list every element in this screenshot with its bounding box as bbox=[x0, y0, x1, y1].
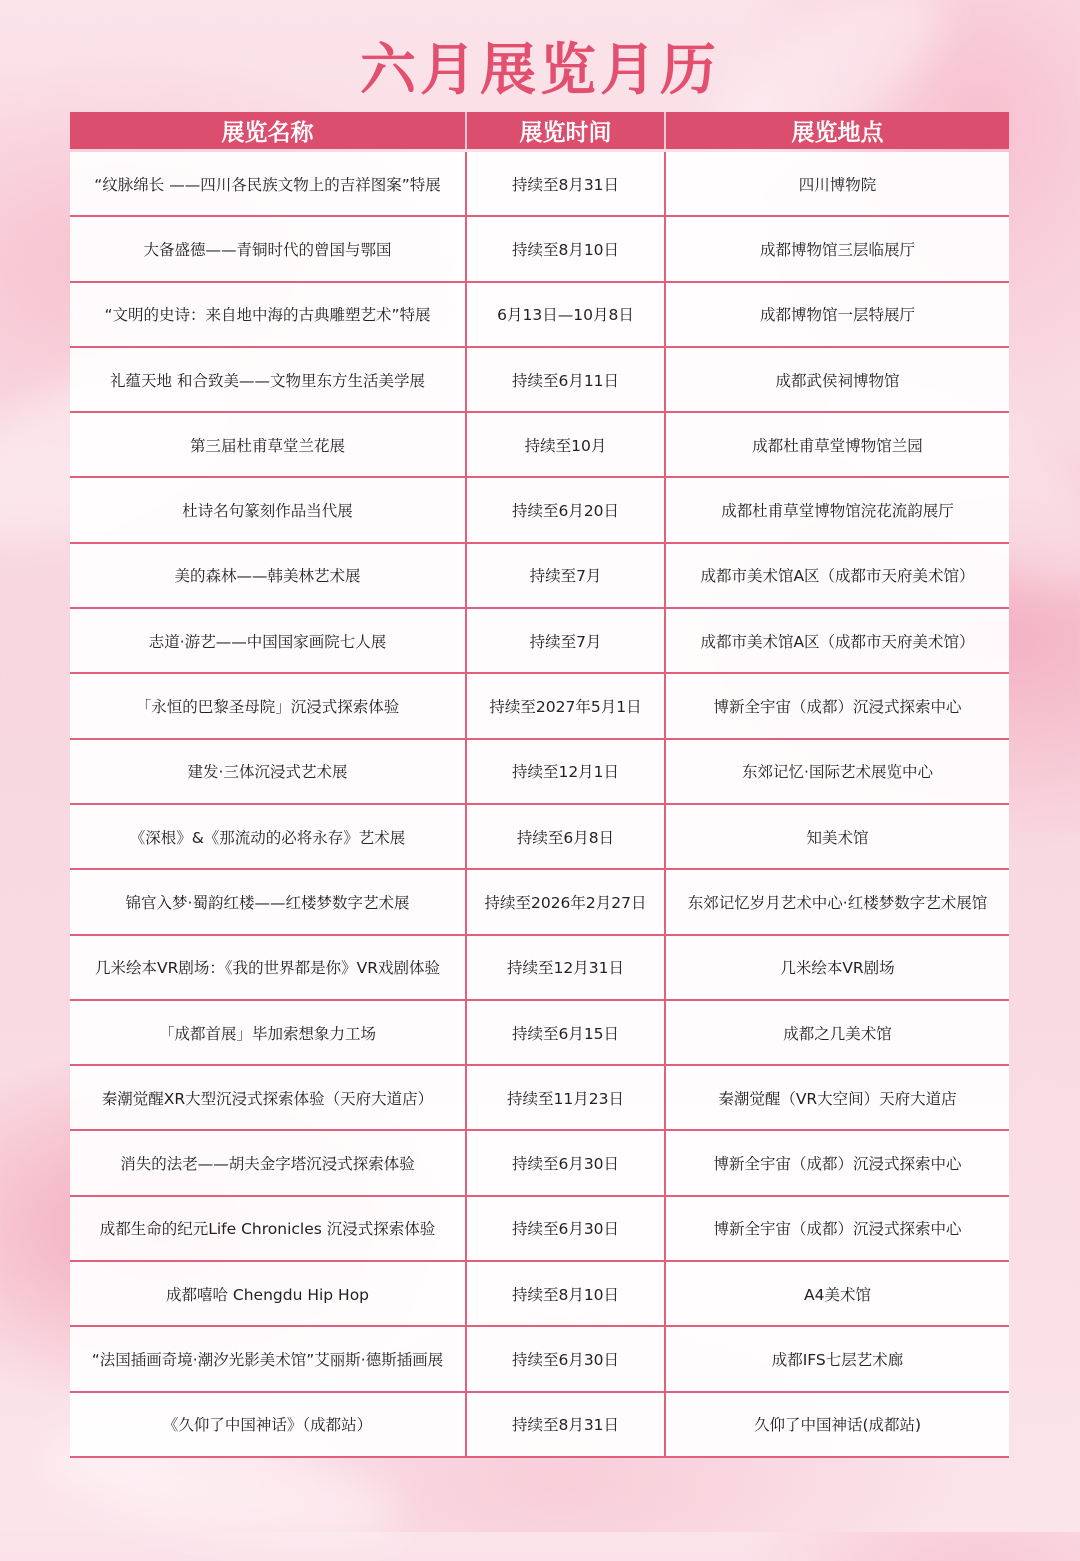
table-row bbox=[70, 348, 1009, 413]
exhibition-name: “文明的史诗：来自地中海的古典雕塑艺术”特展 bbox=[70, 283, 467, 346]
exhibition-place: 成都IFS七层艺术廊 bbox=[666, 1327, 1009, 1390]
exhibition-place: 成都杜甫草堂博物馆浣花流韵展厅 bbox=[666, 478, 1009, 541]
exhibition-name: “法国插画奇境·潮汐光影美术馆”艾丽斯·德斯插画展 bbox=[70, 1327, 467, 1390]
exhibition-time: 持续至6月30日 bbox=[467, 1327, 666, 1390]
table-row bbox=[70, 478, 1009, 543]
table-body bbox=[70, 152, 1009, 1458]
exhibition-place: 成都市美术馆A区（成都市天府美术馆） bbox=[666, 609, 1009, 672]
table-row bbox=[70, 805, 1009, 870]
table-row bbox=[70, 1393, 1009, 1458]
table-row bbox=[70, 1262, 1009, 1327]
exhibition-place: 博新全宇宙（成都）沉浸式探索中心 bbox=[666, 1197, 1009, 1260]
exhibition-place: 博新全宇宙（成都）沉浸式探索中心 bbox=[666, 1131, 1009, 1194]
exhibition-name: 「永恒的巴黎圣母院」沉浸式探索体验 bbox=[70, 674, 467, 737]
exhibition-name: 《久仰了中国神话》（成都站） bbox=[70, 1393, 467, 1456]
exhibition-time: 持续至6月30日 bbox=[467, 1197, 666, 1260]
exhibition-place: 秦潮觉醒（VR大空间）天府大道店 bbox=[666, 1066, 1009, 1129]
exhibition-place: 博新全宇宙（成都）沉浸式探索中心 bbox=[666, 674, 1009, 737]
exhibition-time: 持续至6月11日 bbox=[467, 348, 666, 411]
exhibition-name: 杜诗名句篆刻作品当代展 bbox=[70, 478, 467, 541]
table-row bbox=[70, 283, 1009, 348]
exhibition-place: 东郊记忆岁月艺术中心·红楼梦数字艺术展馆 bbox=[666, 870, 1009, 933]
table-row bbox=[70, 1327, 1009, 1392]
table-row bbox=[70, 609, 1009, 674]
exhibition-name: 秦潮觉醒XR大型沉浸式探索体验（天府大道店） bbox=[70, 1066, 467, 1129]
exhibition-place: 成都之几美术馆 bbox=[666, 1001, 1009, 1064]
exhibition-time: 持续至6月8日 bbox=[467, 805, 666, 868]
exhibition-place: 成都博物馆一层特展厅 bbox=[666, 283, 1009, 346]
table-row bbox=[70, 936, 1009, 1001]
exhibition-place: 成都杜甫草堂博物馆兰园 bbox=[666, 413, 1009, 476]
exhibition-time: 持续至7月 bbox=[467, 544, 666, 607]
table-header bbox=[70, 112, 1009, 149]
exhibition-time: 持续至6月30日 bbox=[467, 1131, 666, 1194]
exhibition-time: 持续至8月31日 bbox=[467, 152, 666, 215]
exhibition-time: 持续至12月31日 bbox=[467, 936, 666, 999]
exhibition-table bbox=[70, 112, 1009, 1458]
table-row bbox=[70, 413, 1009, 478]
exhibition-name: 美的森林——韩美林艺术展 bbox=[70, 544, 467, 607]
exhibition-name: 《深根》&《那流动的必将永存》艺术展 bbox=[70, 805, 467, 868]
table-row bbox=[70, 152, 1009, 217]
table-row bbox=[70, 544, 1009, 609]
exhibition-time: 持续至2027年5月1日 bbox=[467, 674, 666, 737]
exhibition-place: 成都博物馆三层临展厅 bbox=[666, 217, 1009, 280]
exhibition-time: 6月13日—10月8日 bbox=[467, 283, 666, 346]
exhibition-name: 第三届杜甫草堂兰花展 bbox=[70, 413, 467, 476]
exhibition-name: 「成都首展」毕加索想象力工场 bbox=[70, 1001, 467, 1064]
table-row bbox=[70, 1131, 1009, 1196]
exhibition-time: 持续至2026年2月27日 bbox=[467, 870, 666, 933]
exhibition-place: 成都市美术馆A区（成都市天府美术馆） bbox=[666, 544, 1009, 607]
header-place: 展览地点 bbox=[791, 120, 884, 146]
exhibition-place: 东郊记忆·国际艺术展览中心 bbox=[666, 740, 1009, 803]
exhibition-name: 大备盛德——青铜时代的曾国与鄂国 bbox=[70, 217, 467, 280]
exhibition-time: 持续至12月1日 bbox=[467, 740, 666, 803]
exhibition-name: 几米绘本VR剧场：《我的世界都是你》VR戏剧体验 bbox=[70, 936, 467, 999]
exhibition-place: 成都武侯祠博物馆 bbox=[666, 348, 1009, 411]
exhibition-name: 锦官入梦·蜀韵红楼——红楼梦数字艺术展 bbox=[70, 870, 467, 933]
exhibition-name: 成都嘻哈 Chengdu Hip Hop bbox=[70, 1262, 467, 1325]
exhibition-time: 持续至10月 bbox=[467, 413, 666, 476]
exhibition-place: 四川博物院 bbox=[666, 152, 1009, 215]
exhibition-name: “纹脉绵长 ——四川各民族文物上的吉祥图案”特展 bbox=[70, 152, 467, 215]
header-time: 展览时间 bbox=[467, 112, 666, 149]
exhibition-place: 久仰了中国神话(成都站) bbox=[666, 1393, 1009, 1456]
table-row bbox=[70, 1066, 1009, 1131]
table-row bbox=[70, 1197, 1009, 1262]
exhibition-name: 志道·游艺——中国国家画院七人展 bbox=[70, 609, 467, 672]
exhibition-place: 几米绘本VR剧场 bbox=[666, 936, 1009, 999]
exhibition-time: 持续至7月 bbox=[467, 609, 666, 672]
table-row bbox=[70, 870, 1009, 935]
exhibition-name: 建发·三体沉浸式艺术展 bbox=[70, 740, 467, 803]
exhibition-place: 知美术馆 bbox=[666, 805, 1009, 868]
table-row bbox=[70, 674, 1009, 739]
exhibition-name: 消失的法老——胡夫金字塔沉浸式探索体验 bbox=[70, 1131, 467, 1194]
exhibition-time: 持续至6月15日 bbox=[467, 1001, 666, 1064]
exhibition-time: 持续至11月23日 bbox=[467, 1066, 666, 1129]
table-row bbox=[70, 217, 1009, 282]
exhibition-place: A4美术馆 bbox=[666, 1262, 1009, 1325]
header-name: 展览名称 bbox=[70, 112, 467, 149]
exhibition-time: 持续至6月20日 bbox=[467, 478, 666, 541]
table-row bbox=[70, 1001, 1009, 1066]
page-title: 六月展览月历 bbox=[360, 38, 720, 103]
exhibition-time: 持续至8月10日 bbox=[467, 1262, 666, 1325]
exhibition-time: 持续至8月31日 bbox=[467, 1393, 666, 1456]
exhibition-name: 礼蕴天地 和合致美——文物里东方生活美学展 bbox=[70, 348, 467, 411]
exhibition-time: 持续至8月10日 bbox=[467, 217, 666, 280]
table-row bbox=[70, 740, 1009, 805]
exhibition-name: 成都生命的纪元Life Chronicles 沉浸式探索体验 bbox=[70, 1197, 467, 1260]
